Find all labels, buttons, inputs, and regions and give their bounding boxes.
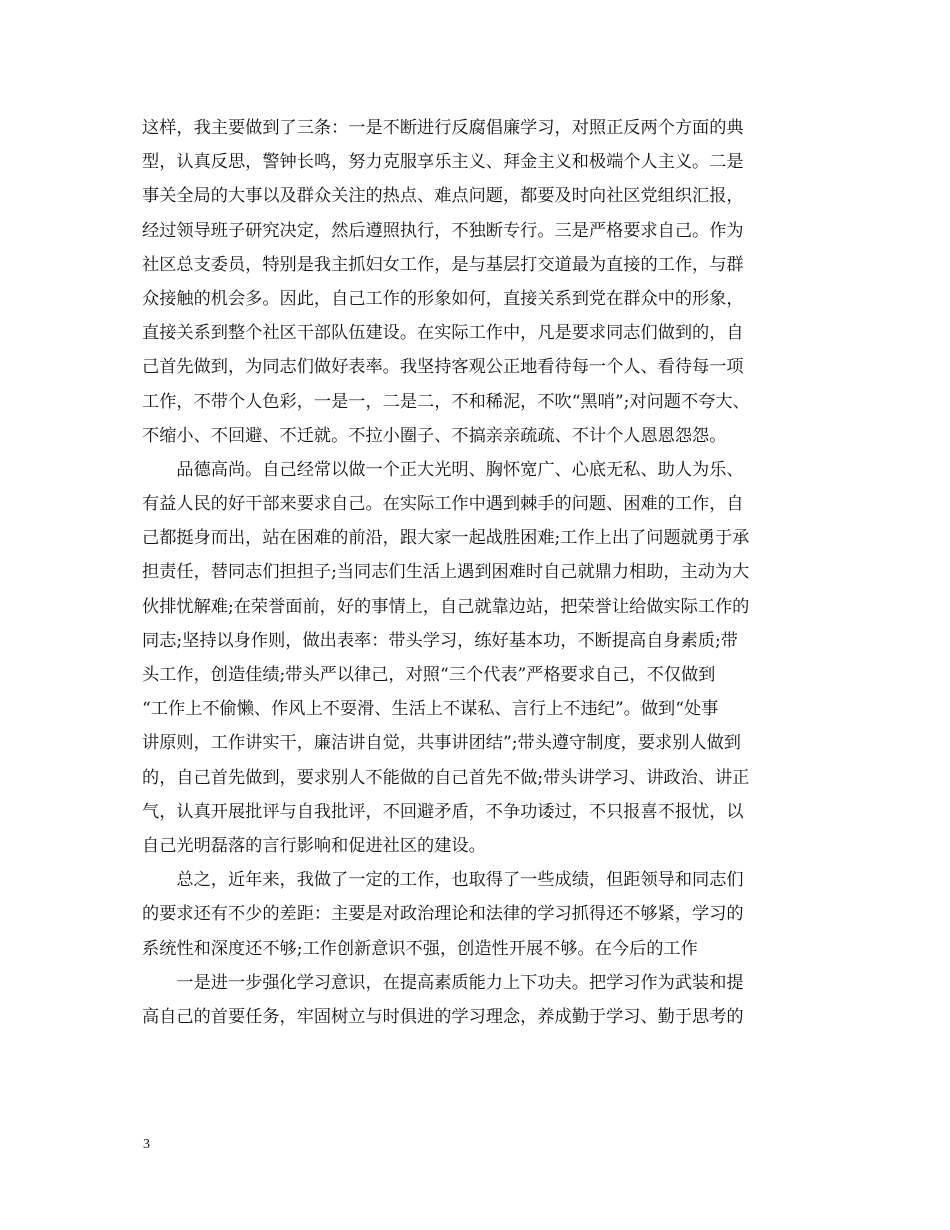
- text-line: 事关全局的大事以及群众关注的热点、难点问题，都要及时向社区党组织汇报，: [142, 186, 744, 207]
- text-line: 高自己的首要任务，牢固树立与时俱进的学习理念，养成勤于学习、勤于思考的: [142, 1006, 744, 1027]
- text-line: 这样，我主要做到了三条：一是不断进行反腐倡廉学习，对照正反两个方面的典: [142, 118, 744, 138]
- text-line: 伙排忧解难;在荣誉面前，好的事情上，自己就靠边站，把荣誉让给做实际工作的: [142, 596, 750, 617]
- text-line: 讲原则，工作讲实干，廉洁讲自觉，共事讲团结”;带头遵守制度，要求别人做到: [142, 733, 741, 754]
- text-line: 社区总支委员，特别是我主抓妇女工作，是与基层打交道最为直接的工作，与群: [142, 254, 744, 275]
- text-line: 系统性和深度还不够;工作创新意识不强，创造性开展不够。在今后的工作: [142, 938, 698, 959]
- text-line: 己首先做到，为同志们做好表率。我坚持客观公正地看待每一个人、看待每一项: [142, 357, 744, 378]
- page-number: 3: [143, 1137, 150, 1152]
- text-line: “工作上不偷懒、作风上不耍滑、生活上不谋私、言行上不违纪”。做到“处事: [142, 699, 719, 720]
- text-line: 品德高尚。自己经常以做一个正大光明、胸怀宽广、心底无私、助人为乐、: [142, 459, 744, 480]
- text-line: 自己光明磊落的言行影响和促进社区的建设。: [142, 835, 486, 856]
- text-line: 的，自己首先做到，要求别人不能做的自己首先不做;带头讲学习、讲政治、讲正: [142, 767, 750, 788]
- body-text: [142, 111, 822, 1034]
- text-line: 的要求还有不少的差距：主要是对政治理论和法律的学习抓得还不够紧，学习的: [142, 904, 744, 925]
- text-line: 不缩小、不回避、不迁就。不拉小圈子、不搞亲亲疏疏、不计个人恩恩怨怨。: [142, 425, 727, 446]
- text-line: 气，认真开展批评与自我批评，不回避矛盾，不争功诿过，不只报喜不报忧，以: [142, 801, 744, 822]
- text-line: 总之，近年来，我做了一定的工作，也取得了一些成绩，但距领导和同志们: [142, 870, 744, 891]
- text-line: 有益人民的好干部来要求自己。在实际工作中遇到棘手的问题、困难的工作，自: [142, 494, 744, 515]
- text-line: 一是进一步强化学习意识，在提高素质能力上下功夫。把学习作为武装和提: [142, 972, 744, 993]
- text-line: 经过领导班子研究决定，然后遵照执行，不独断专行。三是严格要求自己。作为: [142, 220, 744, 241]
- text-line: 担责任，替同志们担担子;当同志们生活上遇到困难时自己就鼎力相助，主动为大: [142, 562, 750, 583]
- text-line: 己都挺身而出，站在困难的前沿，跟大家一起战胜困难;工作上出了问题就勇于承: [142, 528, 750, 549]
- text-line: 工作，不带个人色彩，一是一，二是二，不和稀泥，不吹“黑哨”;对问题不夸大、: [142, 391, 750, 412]
- text-line: 同志;坚持以身作则，做出表率：带头学习，练好基本功，不断提高自身素质;带: [142, 630, 738, 651]
- text-line: 直接关系到整个社区干部队伍建设。在实际工作中，凡是要求同志们做到的，自: [142, 323, 744, 344]
- text-line: 型，认真反思，警钟长鸣，努力克服享乐主义、拜金主义和极端个人主义。二是: [142, 152, 744, 173]
- text-line: 众接触的机会多。因此，自己工作的形象如何，直接关系到党在群众中的形象，: [142, 288, 744, 309]
- text-line: 头工作，创造佳绩;带头严以律己，对照“三个代表”严格要求自己，不仅做到: [142, 665, 716, 685]
